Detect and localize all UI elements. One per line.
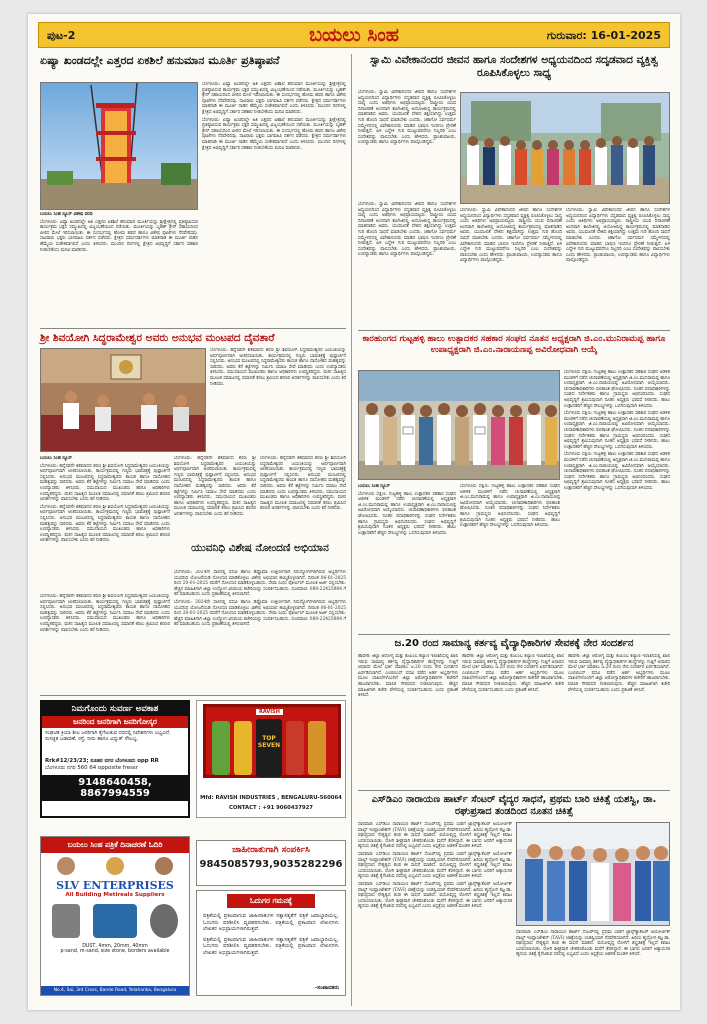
product-display [203, 704, 341, 778]
ad-sites-address-2: ಬೆಂಗಳೂರು ನಗರ 560 64 opposite fressr [45, 765, 138, 771]
story-vivekananda-body-b [358, 202, 456, 326]
om-icon [106, 857, 124, 875]
group-photo-image [461, 93, 670, 204]
separator [358, 634, 670, 635]
headline-milk-society: ಕಾರಹುಂಗದ ಗುಟ್ಟಹಳ್ಳಿ ಹಾಲು ಉತ್ಪಾದಕರ ಸಹಕಾರ ಸಂಘದ ನೂತನ ಅಧ್ಯಕ್ಷರಾಗಿ ಜಿ.ಎಂ.ಮುನಿರಾಮಪ್ಪ ಹಾಗೂ ಉಪಾಧ್ಯಕ್ಷರಾಗಿ ಜಿ.ಎಂ.ನಾರಾಯಣಪ್ಪ ಅವಿರೋಧವಾಗಿ ಆಯ್ಕೆ [362, 334, 666, 355]
story-doctors-text-b: ಹಾವೇರಿ: ಜಿಲ್ಲಾ ಆರೋಗ್ಯ ಮತ್ತು ಕುಟುಂಬ ಕಲ್ಯಾಣ ಇಲಾಖೆಯಲ್ಲಿ ಖಾಲಿ ಇರುವ ಸಾಮಾನ್ಯ ಕರ್ತವ್ಯ ವೈದ್ಯಾಧಿಕಾರಿಗಳ ಹುದ್ದೆಗಳನ್ನು ಗುತ್ತಿಗೆ ಆಧಾರದ ಮೇಲೆ ಭರ್ತಿ ಮಾಡಲು ಜ.20 ರಂದು ನೇರ ಸಂದರ್ಶನ ಏರ್ಪಡಿಸಲಾಗಿದೆ. ಎಂಬಿಬಿಎಸ್ ಪದವಿ ಪಡೆದ ಅರ್ಹ ಅಭ್ಯರ್ಥಿಗಳು ಮೂಲ ದಾಖಲೆಗಳೊಂದಿಗೆ ಜಿಲ್ಲಾ ಆರೋಗ್ಯಾಧಿಕಾರಿಗಳ ಕಚೇರಿಗೆ ಹಾಜರಾಗಬೇಕು. ಮಾಸಿಕ ಗೌರವಧನ ನೀಡಲಾಗುವುದು. ಹೆಚ್ಚಿನ ಮಾಹಿತಿಗಾಗಿ ಕಚೇರಿ ವೇಳೆಯಲ್ಲಿ ಸಂಪರ್ಕಿಸಬಹುದು ಎಂದು ಪ್ರಕಟಣೆ ತಿಳಿಸಿದೆ. [462, 654, 564, 693]
headline-vivekananda: ಸ್ವಾಮಿ ವಿವೇಕಾನಂದರ ಜೀವನ ಹಾಗೂ ಸಂದೇಶಗಳ ಅಧ್ಯಯನದಿಂದ ಸದೃಡವಾದ ವ್ಯಕ್ತಿತ್ವ ರೂಪಿಸಿಕೊಳ್ಳಲು ಸಾಧ್ಯ [369, 54, 658, 80]
story-siddharameshwara-text-e: ಬೆಂಗಳೂರು: ಹನ್ನೆರಡನೇ ಶತಮಾನದ ಶರಣ ಶ್ರೀ ಶಿವಯೋಗಿ ಸಿದ್ಧರಾಮೇಶ್ವರರ ಜಯಂತಿಯನ್ನು ಅರ್ಥಪೂರ್ಣವಾಗಿ ಆಚರಿಸಲಾಯಿತು. ಕಾರ್ಯಕ್ರಮದಲ್ಲಿ ಗಣ್ಯರು ಭಾವಚಿತ್ರಕ್ಕೆ ಪುಷ್ಪಾರ್ಚನೆ ಸಲ್ಲಿಸಿದರು. ಅನುಭವ ಮಂಟಪದಲ್ಲಿ ಸಿದ್ಧರಾಮೇಶ್ವರರು ಕಾಯಕ ಹಾಗೂ ದಾಸೋಹದ ಮಹತ್ವವನ್ನು ಸಾರಿದರು. ಅವರು ಕೆರೆ ಕಟ್ಟೆಗಳನ್ನು ನಿರ್ಮಿಸಿ ಸಮಾಜ ಸೇವೆ ಮಾಡಿದರು ಎಂದು ಉಪನ್ಯಾಸಕರು ತಿಳಿಸಿದರು. ಸಮುದಾಯದ ಮುಖಂಡರು ಹಾಗೂ ಅಧಿಕಾರಿಗಳು ಉಪಸ್ಥಿತರಿದ್ದರು. ವಚನ ಸಾಹಿತ್ಯದ ಮೂಲಕ ಸಮಾಜದಲ್ಲಿ ಸಮಾನತೆ ತರಲು ಶ್ರಮಿಸಿದ ಶರಣರ ಆದರ್ಶಗಳನ್ನು ಪಾಲಿಸಬೇಕು ಎಂದು ಕರೆ ನೀಡಿದರು. [260, 456, 346, 512]
story-siddharameshwara-text-d: ಬೆಂಗಳೂರು: ಹನ್ನೆರಡನೇ ಶತಮಾನದ ಶರಣ ಶ್ರೀ ಶಿವಯೋಗಿ ಸಿದ್ಧರಾಮೇಶ್ವರರ ಜಯಂತಿಯನ್ನು ಅರ್ಥಪೂರ್ಣವಾಗಿ ಆಚರಿಸಲಾಯಿತು. ಕಾರ್ಯಕ್ರಮದಲ್ಲಿ ಗಣ್ಯರು ಭಾವಚಿತ್ರಕ್ಕೆ ಪುಷ್ಪಾರ್ಚನೆ ಸಲ್ಲಿಸಿದರು. ಅನುಭವ ಮಂಟಪದಲ್ಲಿ ಸಿದ್ಧರಾಮೇಶ್ವರರು ಕಾಯಕ ಹಾಗೂ ದಾಸೋಹದ ಮಹತ್ವವನ್ನು ಸಾರಿದರು. ಅವರು ಕೆರೆ ಕಟ್ಟೆಗಳನ್ನು ನಿರ್ಮಿಸಿ ಸಮಾಜ ಸೇವೆ ಮಾಡಿದರು ಎಂದು ಉಪನ್ಯಾಸಕರು ತಿಳಿಸಿದರು. ಸಮುದಾಯದ ಮುಖಂಡರು ಹಾಗೂ ಅಧಿಕಾರಿಗಳು ಉಪಸ್ಥಿತರಿದ್ದರು. ವಚನ ಸಾಹಿತ್ಯದ ಮೂಲಕ ಸಮಾಜದಲ್ಲಿ ಸಮಾನತೆ ತರಲು ಶ್ರಮಿಸಿದ ಶರಣರ ಆದರ್ಶಗಳನ್ನು ಪಾಲಿಸಬೇಕು ಎಂದು ಕರೆ ನೀಡಿದರು. [174, 456, 256, 517]
reader-notice-title: ಓದುಗರ ಗಮನಕ್ಕೆ [227, 894, 315, 908]
story-hanuman-text: ಬೆಂಗಳೂರು: ಏಷ್ಯಾ ಖಂಡದಲ್ಲೇ ಅತಿ ಎತ್ತರದ ಏಕಶಿಲೆ ಹನುಮಾನ ಮೂರ್ತಿಯನ್ನು ಶ್ರೀಕ್ಷೇತ್ರದಲ್ಲಿ ಪ್ರತಿಷ್ಠಾಪಿಸುವ ಕಾರ್ಯಕ್ರಮ ಭಕ್ತರ ಸಮ್ಮುಖದಲ್ಲಿ ವಿಜೃಂಭಣೆಯಿಂದ ನಡೆಯಿತು. ಮೂರ್ತಿಯನ್ನು ಬೃಹತ್ ಕ್ರೇನ್ ಸಹಾಯದಿಂದ ಪೀಠದ ಮೇಲೆ ಇರಿಸಲಾಯಿತು. ಈ ಸಂದರ್ಭದಲ್ಲಿ ಹೋಮ ಹವನ ಹಾಗೂ ವಿಶೇಷ ಪೂಜೆಗಳು ನೆರವೇರಿದವು. ಸಾವಿರಾರು ಭಕ್ತರು ಭಾಗವಹಿಸಿ ದರ್ಶನ ಪಡೆದರು. ಕ್ಷೇತ್ರದ ಧರ್ಮದರ್ಶಿಗಳು ಮಾತನಾಡಿ ಈ ಮೂರ್ತಿ ನಾಡಿನ ಹೆಮ್ಮೆಯ ಸಂಕೇತವಾಗಲಿದೆ ಎಂದು ತಿಳಿಸಿದರು. ಮುಂದಿನ ದಿನಗಳಲ್ಲಿ ಕ್ಷೇತ್ರದ ಅಭಿವೃದ್ಧಿಗೆ ಸರ್ಕಾರ ಸಹಕಾರ ನೀಡಬೇಕೆಂದು ಮನವಿ ಮಾಡಿದರು. [40, 219, 198, 253]
page-number: ಪುಟ-2 [47, 29, 76, 42]
story-vivekananda-body-c [460, 208, 562, 326]
milk-society-group-image [359, 371, 560, 480]
story-hanuman-lead: ಬಯಲು ಸಿಂಹ ನ್ಯೂಸ್ ವಿಶೇಷ ವರದಿ [40, 212, 93, 217]
photo-hanuman-statue[interactable] [40, 82, 198, 210]
masthead [38, 22, 670, 48]
ad-slv-enterprises[interactable] [40, 836, 190, 996]
ad-contact[interactable] [196, 840, 346, 886]
story-milk-society-text-a2: ಬೆಂಗಳೂರು ದಕ್ಷಿಣ: ಗುಟ್ಟಹಳ್ಳಿ ಹಾಲು ಉತ್ಪಾದಕರ ಸಹಕಾರ ಸಂಘದ ಆಡಳಿತ ಮಂಡಳಿಗೆ ನಡೆದ ಚುನಾವಣೆಯಲ್ಲಿ ಅಧ್ಯಕ್ಷರಾಗಿ ಜಿ.ಎಂ.ಮುನಿರಾಮಪ್ಪ ಹಾಗೂ ಉಪಾಧ್ಯಕ್ಷರಾಗಿ ಜಿ.ಎಂ.ನಾರಾಯಣಪ್ಪ ಅವಿರೋಧವಾಗಿ ಆಯ್ಕೆಯಾದರು. ಚುನಾವಣಾಧಿಕಾರಿಗಳು ಫಲಿತಾಂಶ ಘೋಷಿಸಿದರು. ನೂತನ ಪದಾಧಿಕಾರಿಗಳನ್ನು ಸಂಘದ ನಿರ್ದೇಶಕರು ಹಾಗೂ ಗ್ರಾಮಸ್ಥರು ಅಭಿನಂದಿಸಿದರು. ಸಂಘದ ಅಭಿವೃದ್ಧಿಗೆ ಶ್ರಮಿಸುವುದಾಗಿ ನೂತನ ಅಧ್ಯಕ್ಷರು ಭರವಸೆ ನೀಡಿದರು. ಹಾಲು ಉತ್ಪಾದಕರಿಗೆ ಹೆಚ್ಚಿನ ಸೌಲಭ್ಯಗಳನ್ನು ಒದಗಿಸುವುದಾಗಿ ತಿಳಿಸಿದರು. [564, 411, 670, 450]
story-heart-center-text-b: ಧಾರವಾಡ: ಎಸ್‌ಡಿಎಂ ನಾರಾಯಣ ಹಾರ್ಟ್ ಸೆಂಟರ್‌ನಲ್ಲಿ ಪ್ರಥಮ ಬಾರಿಗೆ ಟ್ರಾನ್ಸ್‌ಕ್ಯಾತೆಟರ್ ಅಯೋರ್ಟಿಕ್ ವಾಲ್ವ್ ಇಂಪ್ಲಾಂಟೇಶನ್ (TAVI) ಚಿಕಿತ್ಸೆಯನ್ನು ಯಶಸ್ವಿಯಾಗಿ ನೆರವೇರಿಸಲಾಗಿದೆ. ಹಿರಿಯ ಹೃದ್ರೋಗ ತಜ್ಞ ಡಾ. ರಘುಪ್ರಸಾದ ನೇತೃತ್ವದ ತಂಡ ಈ ಸಾಧನೆ ಮಾಡಿದೆ. ವಯೋವೃದ್ಧ ರೋಗಿಗೆ ಶಸ್ತ್ರಚಿಕಿತ್ಸೆ ಇಲ್ಲದೆ ಕವಾಟ ಬದಲಿಸಲಾಯಿತು. ರೋಗಿ ಶೀಘ್ರವಾಗಿ ಚೇತರಿಸಿಕೊಂಡು ಮನೆಗೆ ತೆರಳಿದ್ದಾರೆ. ಈ ಭಾಗದ ಜನರಿಗೆ ಅತ್ಯಾಧುನಿಕ ಹೃದಯ ಚಿಕಿತ್ಸೆ ಕೈಗೆಟಕುವ ದರದಲ್ಲಿ ಲಭ್ಯವಿದೆ ಎಂದು ಆಸ್ಪತ್ರೆಯ ಆಡಳಿತ ಮಂಡಳಿ ತಿಳಿಸಿದೆ. [516, 930, 670, 958]
story-milk-society-body-c [460, 484, 560, 630]
newspaper-page [28, 14, 680, 1010]
story-vivekananda-text-b: ಬೆಂಗಳೂರು: ಸ್ವಾಮಿ ವಿವೇಕಾನಂದರ ಜೀವನ ಹಾಗೂ ಸಂದೇಶಗಳ ಅಧ್ಯಯನದಿಂದ ವಿದ್ಯಾರ್ಥಿಗಳು ಸದೃಡವಾದ ವ್ಯಕ್ತಿತ್ವ ರೂಪಿಸಿಕೊಳ್ಳಲು ಸಾಧ್ಯ ಎಂದು ಅತಿಥಿಗಳು ಅಭಿಪ್ರಾಯಪಟ್ಟರು. ರಾಷ್ಟ್ರೀಯ ಯುವ ದಿನಾಚರಣೆ ಅಂಗವಾಗಿ ಕಾಲೇಜಿನಲ್ಲಿ ಆಯೋಜಿಸಿದ್ದ ಕಾರ್ಯಕ್ರಮದಲ್ಲಿ ಮಾತನಾಡಿದ ಅವರು, ಯುವಜನತೆ ದೇಶದ ಶಕ್ತಿಯಾಗಿದ್ದು ಉತ್ತಮ ಗುರಿ ಹೊಂದಿ ಸಾಧನೆ ಮಾಡಬೇಕು ಎಂದರು. ಚಿಕಾಗೋ ಸರ್ವಧರ್ಮ ಸಮ್ಮೇಳನದಲ್ಲಿ ವಿವೇಕಾನಂದರು ಮಾಡಿದ ಭಾಷಣ ಇಂದಿಗೂ ಪ್ರೇರಣೆ ನೀಡುತ್ತದೆ. ಏಳಿ ಎದ್ದೇಳಿ ಗುರಿ ಮುಟ್ಟುವವರೆಗೂ ನಿಲ್ಲದಿರಿ ಎಂಬ ಸಂದೇಶವನ್ನು ಪಾಲಿಸಬೇಕು ಎಂದು ಹೇಳಿದರು. ಪ್ರಾಂಶುಪಾಲರು, ಉಪನ್ಯಾಸಕರು ಹಾಗೂ ವಿದ್ಯಾರ್ಥಿಗಳು ಪಾಲ್ಗೊಂಡಿದ್ದರು. [358, 202, 456, 258]
photo-milk-society[interactable] [358, 370, 560, 480]
headline-doctors-interview: ಜ.20 ರಂದ ಸಾಮಾನ್ಯ ಕರ್ತವ್ಯ ವೈದ್ಯಾಧಿಕಾರಿಗಳ ಸೇವಕಕ್ಕೆ ನೇರ ಸಂದರ್ಶನ [394, 638, 634, 649]
newspaper-title: ಬಯಲು ಸಿಂಹ [309, 24, 399, 46]
separator [358, 330, 670, 331]
story-milk-society-text-a3: ಬೆಂಗಳೂರು ದಕ್ಷಿಣ: ಗುಟ್ಟಹಳ್ಳಿ ಹಾಲು ಉತ್ಪಾದಕರ ಸಹಕಾರ ಸಂಘದ ಆಡಳಿತ ಮಂಡಳಿಗೆ ನಡೆದ ಚುನಾವಣೆಯಲ್ಲಿ ಅಧ್ಯಕ್ಷರಾಗಿ ಜಿ.ಎಂ.ಮುನಿರಾಮಪ್ಪ ಹಾಗೂ ಉಪಾಧ್ಯಕ್ಷರಾಗಿ ಜಿ.ಎಂ.ನಾರಾಯಣಪ್ಪ ಅವಿರೋಧವಾಗಿ ಆಯ್ಕೆಯಾದರು. ಚುನಾವಣಾಧಿಕಾರಿಗಳು ಫಲಿತಾಂಶ ಘೋಷಿಸಿದರು. ನೂತನ ಪದಾಧಿಕಾರಿಗಳನ್ನು ಸಂಘದ ನಿರ್ದೇಶಕರು ಹಾಗೂ ಗ್ರಾಮಸ್ಥರು ಅಭಿನಂದಿಸಿದರು. ಸಂಘದ ಅಭಿವೃದ್ಧಿಗೆ ಶ್ರಮಿಸುವುದಾಗಿ ನೂತನ ಅಧ್ಯಕ್ಷರು ಭರವಸೆ ನೀಡಿದರು. ಹಾಲು ಉತ್ಪಾದಕರಿಗೆ ಹೆಚ್ಚಿನ ಸೌಲಭ್ಯಗಳನ್ನು ಒದಗಿಸುವುದಾಗಿ ತಿಳಿಸಿದರು. [564, 452, 670, 491]
headline-yuvanidhi: ಯುವನಿಧಿ ವಿಶೇಷ ನೋಂದಣಿ ಅಭಿಯಾನ [191, 542, 329, 554]
reader-notice-body-2: ಪತ್ರಿಕೆಯಲ್ಲಿ ಪ್ರಕಟವಾಗುವ ಜಾಹೀರಾತುಗಳ ಸತ್ಯಾಸತ್ಯತೆಗೆ ಪತ್ರಿಕೆ ಜವಾಬ್ದಾರಿಯಲ್ಲ. ಓದುಗರು ಪರಿಶೀಲಿಸಿ ವ್ಯವಹರಿಸಬೇಕು. ಪತ್ರಿಕೆಯಲ್ಲಿ ಪ್ರಕಟವಾದ ಲೇಖನಗಳು ಲೇಖಕರ ಅಭಿಪ್ರಾಯಗಳಾಗಿರುತ್ತವೆ. [203, 936, 339, 956]
ad-sites-subtitle: ಜನರಿಂದ ಜನರಿಗಾಗಿ ಜನರಿಗೋಸ್ಕರ [42, 716, 188, 728]
headline-heart-center: ಎಸ್‌ಡಿಎಂ ನಾರಾಯಣ ಹಾರ್ಟ್ ಸೆಂಟರ್ ವೈದ್ಯರ ಸಾಧನೆ, ಪ್ರಥಮ ಬಾರಿ ಚಿಕಿತ್ಸೆ ಯಶಸ್ವಿ, ಡಾ. ರಘುಪ್ರಸಾದ ತಂಡದಿಂದ ನೂತನ ಚಿಕಿತ್ಸೆ [371, 794, 657, 817]
separator [358, 790, 670, 791]
event-photo-image [41, 349, 206, 452]
photo-siddharameshwara-event[interactable] [40, 348, 206, 452]
story-hanuman-body-cont [202, 82, 346, 324]
ad-slv-tagline: All Building Metireals Suppliers [65, 892, 165, 898]
ad-sites[interactable] [40, 700, 190, 818]
story-doctors-body-c [568, 654, 670, 786]
story-siddharameshwara-body-d [260, 456, 346, 540]
reader-notice-sign: -ಸಂಪಾದಕರು [314, 985, 339, 991]
story-doctors-body-b [462, 654, 564, 786]
headline-hanuman-statue: ಏಷ್ಯಾ ಖಂಡದಲ್ಲೇ ಎತ್ತರದ ಏಕಶಿಲೆ ಹನುಮಾನ ಮೂರ್ತಿ ಪ್ರತಿಷ್ಠಾಪನೆ [40, 54, 280, 67]
ad-slv-banner: ಬಯಲು ಸಿಂಹ ಪತ್ರಿಕೆ ದಿನಾಚರಣೆ ಓದಿರಿ [41, 837, 189, 853]
ad-slv-materials [41, 898, 189, 944]
story-milk-society-body-b [358, 484, 456, 630]
product-pack-orange [308, 721, 326, 775]
story-milk-society-text-a: ಬೆಂಗಳೂರು ದಕ್ಷಿಣ: ಗುಟ್ಟಹಳ್ಳಿ ಹಾಲು ಉತ್ಪಾದಕರ ಸಹಕಾರ ಸಂಘದ ಆಡಳಿತ ಮಂಡಳಿಗೆ ನಡೆದ ಚುನಾವಣೆಯಲ್ಲಿ ಅಧ್ಯಕ್ಷರಾಗಿ ಜಿ.ಎಂ.ಮುನಿರಾಮಪ್ಪ ಹಾಗೂ ಉಪಾಧ್ಯಕ್ಷರಾಗಿ ಜಿ.ಎಂ.ನಾರಾಯಣಪ್ಪ ಅವಿರೋಧವಾಗಿ ಆಯ್ಕೆಯಾದರು. ಚುನಾವಣಾಧಿಕಾರಿಗಳು ಫಲಿತಾಂಶ ಘೋಷಿಸಿದರು. ನೂತನ ಪದಾಧಿಕಾರಿಗಳನ್ನು ಸಂಘದ ನಿರ್ದೇಶಕರು ಹಾಗೂ ಗ್ರಾಮಸ್ಥರು ಅಭಿನಂದಿಸಿದರು. ಸಂಘದ ಅಭಿವೃದ್ಧಿಗೆ ಶ್ರಮಿಸುವುದಾಗಿ ನೂತನ ಅಧ್ಯಕ್ಷರು ಭರವಸೆ ನೀಡಿದರು. ಹಾಲು ಉತ್ಪಾದಕರಿಗೆ ಹೆಚ್ಚಿನ ಸೌಲಭ್ಯಗಳನ್ನು ಒದಗಿಸುವುದಾಗಿ ತಿಳಿಸಿದರು. [564, 370, 670, 409]
reader-notice [196, 890, 346, 996]
product-pack-green [212, 721, 230, 775]
story-vivekananda-body-d [566, 208, 670, 326]
story-heart-center-body-b [516, 930, 670, 1000]
story-yuvanidhi-body [174, 570, 346, 692]
product-pack-yellow [234, 721, 252, 775]
column-divider [351, 54, 352, 1006]
ad-slv-portraits [41, 853, 189, 879]
story-heart-center-text-a: ಧಾರವಾಡ: ಎಸ್‌ಡಿಎಂ ನಾರಾಯಣ ಹಾರ್ಟ್ ಸೆಂಟರ್‌ನಲ್ಲಿ ಪ್ರಥಮ ಬಾರಿಗೆ ಟ್ರಾನ್ಸ್‌ಕ್ಯಾತೆಟರ್ ಅಯೋರ್ಟಿಕ್ ವಾಲ್ವ್ ಇಂಪ್ಲಾಂಟೇಶನ್ (TAVI) ಚಿಕಿತ್ಸೆಯನ್ನು ಯಶಸ್ವಿಯಾಗಿ ನೆರವೇರಿಸಲಾಗಿದೆ. ಹಿರಿಯ ಹೃದ್ರೋಗ ತಜ್ಞ ಡಾ. ರಘುಪ್ರಸಾದ ನೇತೃತ್ವದ ತಂಡ ಈ ಸಾಧನೆ ಮಾಡಿದೆ. ವಯೋವೃದ್ಧ ರೋಗಿಗೆ ಶಸ್ತ್ರಚಿಕಿತ್ಸೆ ಇಲ್ಲದೆ ಕವಾಟ ಬದಲಿಸಲಾಯಿತು. ರೋಗಿ ಶೀಘ್ರವಾಗಿ ಚೇತರಿಸಿಕೊಂಡು ಮನೆಗೆ ತೆರಳಿದ್ದಾರೆ. ಈ ಭಾಗದ ಜನರಿಗೆ ಅತ್ಯಾಧುನಿಕ ಹೃದಯ ಚಿಕಿತ್ಸೆ ಕೈಗೆಟಕುವ ದರದಲ್ಲಿ ಲಭ್ಯವಿದೆ ಎಂದು ಆಸ್ಪತ್ರೆಯ ಆಡಳಿತ ಮಂಡಳಿ ತಿಳಿಸಿದೆ. [358, 822, 512, 850]
product-contact[interactable]: CONTACT : +91 9060437927 [229, 805, 313, 811]
stone-image [52, 904, 80, 938]
product-brand: RAVISH [256, 709, 283, 715]
photo-heart-center-doctors[interactable] [516, 822, 670, 926]
statue-crane-image [41, 83, 198, 210]
ad-slv-address: No.4, Sai, 3rd Cross, Bande Road, Yelahanka, Bengaluru [41, 986, 189, 995]
story-doctors-body-a [358, 654, 458, 786]
product-pack-main: TOP SEVEN [256, 719, 282, 777]
story-hanuman-body [40, 212, 198, 324]
photo-vivekananda-event[interactable] [460, 92, 670, 204]
story-yuvanidhi-text-2: ಬೆಂಗಳೂರು: 2024ನೇ ಸಾಲಿನಲ್ಲಿ ಪದವಿ ಹಾಗೂ ಡಿಪ್ಲೊಮಾ ಉತ್ತೀರ್ಣರಾಗಿ ನಿರುದ್ಯೋಗಿಗಳಾಗಿರುವ ಅಭ್ಯರ್ಥಿಗಳು ಯುವನಿಧಿ ಯೋಜನೆಯಡಿ ನೋಂದಣಿ ಮಾಡಿಕೊಳ್ಳಲು ವಿಶೇಷ ಅಭಿಯಾನ ಹಮ್ಮಿಕೊಳ್ಳಲಾಗಿದೆ. ದಿನಾಂಕ 06-01-2025 ರಿಂದ 20-01-2025 ರವರೆಗೆ ನೋಂದಣಿ ಮಾಡಿಕೊಳ್ಳಬಹುದು. ಸೇವಾ ಸಿಂಧು ಪೋರ್ಟಲ್ ಮೂಲಕ ಅರ್ಜಿ ಸಲ್ಲಿಸಬೇಕು. ಹೆಚ್ಚಿನ ಮಾಹಿತಿಗಾಗಿ ಜಿಲ್ಲಾ ಉದ್ಯೋಗ ವಿನಿಮಯ ಕಚೇರಿಯನ್ನು ಸಂಪರ್ಕಿಸಬಹುದು. ದೂರವಾಣಿ: 080-22425984 ಗೆ ಕರೆ ಮಾಡಬಹುದು ಎಂದು ಪ್ರಕಟಣೆಯಲ್ಲಿ ತಿಳಿಸಲಾಗಿದೆ. [174, 599, 346, 628]
story-doctors-text-a: ಹಾವೇರಿ: ಜಿಲ್ಲಾ ಆರೋಗ್ಯ ಮತ್ತು ಕುಟುಂಬ ಕಲ್ಯಾಣ ಇಲಾಖೆಯಲ್ಲಿ ಖಾಲಿ ಇರುವ ಸಾಮಾನ್ಯ ಕರ್ತವ್ಯ ವೈದ್ಯಾಧಿಕಾರಿಗಳ ಹುದ್ದೆಗಳನ್ನು ಗುತ್ತಿಗೆ ಆಧಾರದ ಮೇಲೆ ಭರ್ತಿ ಮಾಡಲು ಜ.20 ರಂದು ನೇರ ಸಂದರ್ಶನ ಏರ್ಪಡಿಸಲಾಗಿದೆ. ಎಂಬಿಬಿಎಸ್ ಪದವಿ ಪಡೆದ ಅರ್ಹ ಅಭ್ಯರ್ಥಿಗಳು ಮೂಲ ದಾಖಲೆಗಳೊಂದಿಗೆ ಜಿಲ್ಲಾ ಆರೋಗ್ಯಾಧಿಕಾರಿಗಳ ಕಚೇರಿಗೆ ಹಾಜರಾಗಬೇಕು. ಮಾಸಿಕ ಗೌರವಧನ ನೀಡಲಾಗುವುದು. ಹೆಚ್ಚಿನ ಮಾಹಿತಿಗಾಗಿ ಕಚೇರಿ ವೇಳೆಯಲ್ಲಿ ಸಂಪರ್ಕಿಸಬಹುದು ಎಂದು ಪ್ರಕಟಣೆ ತಿಳಿಸಿದೆ. [358, 654, 458, 699]
story-siddharameshwara-body-b [40, 456, 170, 592]
ad-sites-body: ಸಂಘಟಿತ ಕ್ರಿಯಾ ಶೀಲ ಜನರಿಗಾಗಿ ಕೈಗೆಟುಕುವ ದರದಲ್ಲಿ ನಿವೇಶನಗಳು ಲಭ್ಯವಿದೆ. ಸುಸಜ್ಜಿತ ಬಡಾವಣೆ, ರಸ್ತೆ, ನೀರು ಹಾಗೂ ವಿದ್ಯುತ್ ಸೌಲಭ್ಯ. [45, 730, 171, 743]
story-siddharameshwara-text-c: ಬೆಂಗಳೂರು: ಹನ್ನೆರಡನೇ ಶತಮಾನದ ಶರಣ ಶ್ರೀ ಶಿವಯೋಗಿ ಸಿದ್ಧರಾಮೇಶ್ವರರ ಜಯಂತಿಯನ್ನು ಅರ್ಥಪೂರ್ಣವಾಗಿ ಆಚರಿಸಲಾಯಿತು. ಕಾರ್ಯಕ್ರಮದಲ್ಲಿ ಗಣ್ಯರು ಭಾವಚಿತ್ರಕ್ಕೆ ಪುಷ್ಪಾರ್ಚನೆ ಸಲ್ಲಿಸಿದರು. ಅನುಭವ ಮಂಟಪದಲ್ಲಿ ಸಿದ್ಧರಾಮೇಶ್ವರರು ಕಾಯಕ ಹಾಗೂ ದಾಸೋಹದ ಮಹತ್ವವನ್ನು ಸಾರಿದರು. ಅವರು ಕೆರೆ ಕಟ್ಟೆಗಳನ್ನು ನಿರ್ಮಿಸಿ ಸಮಾಜ ಸೇವೆ ಮಾಡಿದರು ಎಂದು ಉಪನ್ಯಾಸಕರು ತಿಳಿಸಿದರು. ಸಮುದಾಯದ ಮುಖಂಡರು ಹಾಗೂ ಅಧಿಕಾರಿಗಳು ಉಪಸ್ಥಿತರಿದ್ದರು. ವಚನ ಸಾಹಿತ್ಯದ ಮೂಲಕ ಸಮಾಜದಲ್ಲಿ ಸಮಾನತೆ ತರಲು ಶ್ರಮಿಸಿದ ಶರಣರ ಆದರ್ಶಗಳನ್ನು ಪಾಲಿಸಬೇಕು ಎಂದು ಕರೆ ನೀಡಿದರು. [40, 504, 170, 544]
ad-sites-title: ನಿಮಗೊಂದು ಸುವರ್ಣ ಅವಕಾಶ [42, 702, 188, 716]
story-vivekananda-text-c: ಬೆಂಗಳೂರು: ಸ್ವಾಮಿ ವಿವೇಕಾನಂದರ ಜೀವನ ಹಾಗೂ ಸಂದೇಶಗಳ ಅಧ್ಯಯನದಿಂದ ವಿದ್ಯಾರ್ಥಿಗಳು ಸದೃಡವಾದ ವ್ಯಕ್ತಿತ್ವ ರೂಪಿಸಿಕೊಳ್ಳಲು ಸಾಧ್ಯ ಎಂದು ಅತಿಥಿಗಳು ಅಭಿಪ್ರಾಯಪಟ್ಟರು. ರಾಷ್ಟ್ರೀಯ ಯುವ ದಿನಾಚರಣೆ ಅಂಗವಾಗಿ ಕಾಲೇಜಿನಲ್ಲಿ ಆಯೋಜಿಸಿದ್ದ ಕಾರ್ಯಕ್ರಮದಲ್ಲಿ ಮಾತನಾಡಿದ ಅವರು, ಯುವಜನತೆ ದೇಶದ ಶಕ್ತಿಯಾಗಿದ್ದು ಉತ್ತಮ ಗುರಿ ಹೊಂದಿ ಸಾಧನೆ ಮಾಡಬೇಕು ಎಂದರು. ಚಿಕಾಗೋ ಸರ್ವಧರ್ಮ ಸಮ್ಮೇಳನದಲ್ಲಿ ವಿವೇಕಾನಂದರು ಮಾಡಿದ ಭಾಷಣ ಇಂದಿಗೂ ಪ್ರೇರಣೆ ನೀಡುತ್ತದೆ. ಏಳಿ ಎದ್ದೇಳಿ ಗುರಿ ಮುಟ್ಟುವವರೆಗೂ ನಿಲ್ಲದಿರಿ ಎಂಬ ಸಂದೇಶವನ್ನು ಪಾಲಿಸಬೇಕು ಎಂದು ಹೇಳಿದರು. ಪ್ರಾಂಶುಪಾಲರು, ಉಪನ್ಯಾಸಕರು ಹಾಗೂ ವಿದ್ಯಾರ್ಥಿಗಳು ಪಾಲ್ಗೊಂಡಿದ್ದರು. [460, 208, 562, 264]
story-doctors-text-c: ಹಾವೇರಿ: ಜಿಲ್ಲಾ ಆರೋಗ್ಯ ಮತ್ತು ಕುಟುಂಬ ಕಲ್ಯಾಣ ಇಲಾಖೆಯಲ್ಲಿ ಖಾಲಿ ಇರುವ ಸಾಮಾನ್ಯ ಕರ್ತವ್ಯ ವೈದ್ಯಾಧಿಕಾರಿಗಳ ಹುದ್ದೆಗಳನ್ನು ಗುತ್ತಿಗೆ ಆಧಾರದ ಮೇಲೆ ಭರ್ತಿ ಮಾಡಲು ಜ.20 ರಂದು ನೇರ ಸಂದರ್ಶನ ಏರ್ಪಡಿಸಲಾಗಿದೆ. ಎಂಬಿಬಿಎಸ್ ಪದವಿ ಪಡೆದ ಅರ್ಹ ಅಭ್ಯರ್ಥಿಗಳು ಮೂಲ ದಾಖಲೆಗಳೊಂದಿಗೆ ಜಿಲ್ಲಾ ಆರೋಗ್ಯಾಧಿಕಾರಿಗಳ ಕಚೇರಿಗೆ ಹಾಜರಾಗಬೇಕು. ಮಾಸಿಕ ಗೌರವಧನ ನೀಡಲಾಗುವುದು. ಹೆಚ್ಚಿನ ಮಾಹಿತಿಗಾಗಿ ಕಚೇರಿ ವೇಳೆಯಲ್ಲಿ ಸಂಪರ್ಕಿಸಬಹುದು ಎಂದು ಪ್ರಕಟಣೆ ತಿಳಿಸಿದೆ. [568, 654, 670, 693]
story-vivekananda-text-a: ಬೆಂಗಳೂರು: ಸ್ವಾಮಿ ವಿವೇಕಾನಂದರ ಜೀವನ ಹಾಗೂ ಸಂದೇಶಗಳ ಅಧ್ಯಯನದಿಂದ ವಿದ್ಯಾರ್ಥಿಗಳು ಸದೃಡವಾದ ವ್ಯಕ್ತಿತ್ವ ರೂಪಿಸಿಕೊಳ್ಳಲು ಸಾಧ್ಯ ಎಂದು ಅತಿಥಿಗಳು ಅಭಿಪ್ರಾಯಪಟ್ಟರು. ರಾಷ್ಟ್ರೀಯ ಯುವ ದಿನಾಚರಣೆ ಅಂಗವಾಗಿ ಕಾಲೇಜಿನಲ್ಲಿ ಆಯೋಜಿಸಿದ್ದ ಕಾರ್ಯಕ್ರಮದಲ್ಲಿ ಮಾತನಾಡಿದ ಅವರು, ಯುವಜನತೆ ದೇಶದ ಶಕ್ತಿಯಾಗಿದ್ದು ಉತ್ತಮ ಗುರಿ ಹೊಂದಿ ಸಾಧನೆ ಮಾಡಬೇಕು ಎಂದರು. ಚಿಕಾಗೋ ಸರ್ವಧರ್ಮ ಸಮ್ಮೇಳನದಲ್ಲಿ ವಿವೇಕಾನಂದರು ಮಾಡಿದ ಭಾಷಣ ಇಂದಿಗೂ ಪ್ರೇರಣೆ ನೀಡುತ್ತದೆ. ಏಳಿ ಎದ್ದೇಳಿ ಗುರಿ ಮುಟ್ಟುವವರೆಗೂ ನಿಲ್ಲದಿರಿ ಎಂಬ ಸಂದೇಶವನ್ನು ಪಾಲಿಸಬೇಕು ಎಂದು ಹೇಳಿದರು. ಪ್ರಾಂಶುಪಾಲರು, ಉಪನ್ಯಾಸಕರು ಹಾಗೂ ವಿದ್ಯಾರ್ಥಿಗಳು ಪಾಲ್ಗೊಂಡಿದ್ದರು. [358, 90, 456, 146]
ad-sites-address: Rrk#12/23/23; ನೂತನ ನಗರ ಬೆಂಗಳೂರು opp RR [45, 758, 159, 764]
gravel-image [150, 904, 178, 938]
doctors-team-image [517, 823, 670, 926]
issue-date: ಗುರುವಾರ: 16-01-2025 [546, 29, 661, 42]
ad-contact-title: ಜಾಹೀರಾತುಗಾಗಿ ಸಂಪರ್ಕಿಸಿ [232, 845, 310, 855]
ad-slv-note-2: p-sand, m-sand, size stone, borders available [60, 949, 170, 954]
story-milk-society-body-a [564, 370, 670, 628]
separator [40, 328, 346, 329]
story-vivekananda-text-d: ಬೆಂಗಳೂರು: ಸ್ವಾಮಿ ವಿವೇಕಾನಂದರ ಜೀವನ ಹಾಗೂ ಸಂದೇಶಗಳ ಅಧ್ಯಯನದಿಂದ ವಿದ್ಯಾರ್ಥಿಗಳು ಸದೃಡವಾದ ವ್ಯಕ್ತಿತ್ವ ರೂಪಿಸಿಕೊಳ್ಳಲು ಸಾಧ್ಯ ಎಂದು ಅತಿಥಿಗಳು ಅಭಿಪ್ರಾಯಪಟ್ಟರು. ರಾಷ್ಟ್ರೀಯ ಯುವ ದಿನಾಚರಣೆ ಅಂಗವಾಗಿ ಕಾಲೇಜಿನಲ್ಲಿ ಆಯೋಜಿಸಿದ್ದ ಕಾರ್ಯಕ್ರಮದಲ್ಲಿ ಮಾತನಾಡಿದ ಅವರು, ಯುವಜನತೆ ದೇಶದ ಶಕ್ತಿಯಾಗಿದ್ದು ಉತ್ತಮ ಗುರಿ ಹೊಂದಿ ಸಾಧನೆ ಮಾಡಬೇಕು ಎಂದರು. ಚಿಕಾಗೋ ಸರ್ವಧರ್ಮ ಸಮ್ಮೇಳನದಲ್ಲಿ ವಿವೇಕಾನಂದರು ಮಾಡಿದ ಭಾಷಣ ಇಂದಿಗೂ ಪ್ರೇರಣೆ ನೀಡುತ್ತದೆ. ಏಳಿ ಎದ್ದೇಳಿ ಗುರಿ ಮುಟ್ಟುವವರೆಗೂ ನಿಲ್ಲದಿರಿ ಎಂಬ ಸಂದೇಶವನ್ನು ಪಾಲಿಸಬೇಕು ಎಂದು ಹೇಳಿದರು. ಪ್ರಾಂಶುಪಾಲರು, ಉಪನ್ಯಾಸಕರು ಹಾಗೂ ವಿದ್ಯಾರ್ಥಿಗಳು ಪಾಲ್ಗೊಂಡಿದ್ದರು. [566, 208, 670, 264]
ad-slv-note: DUST, 4mm, 20mm, 40mm [82, 944, 148, 949]
ad-sites-phone[interactable]: 9148640458, 8867994559 [42, 775, 188, 801]
story-heart-center-text-a3: ಧಾರವಾಡ: ಎಸ್‌ಡಿಎಂ ನಾರಾಯಣ ಹಾರ್ಟ್ ಸೆಂಟರ್‌ನಲ್ಲಿ ಪ್ರಥಮ ಬಾರಿಗೆ ಟ್ರಾನ್ಸ್‌ಕ್ಯಾತೆಟರ್ ಅಯೋರ್ಟಿಕ್ ವಾಲ್ವ್ ಇಂಪ್ಲಾಂಟೇಶನ್ (TAVI) ಚಿಕಿತ್ಸೆಯನ್ನು ಯಶಸ್ವಿಯಾಗಿ ನೆರವೇರಿಸಲಾಗಿದೆ. ಹಿರಿಯ ಹೃದ್ರೋಗ ತಜ್ಞ ಡಾ. ರಘುಪ್ರಸಾದ ನೇತೃತ್ವದ ತಂಡ ಈ ಸಾಧನೆ ಮಾಡಿದೆ. ವಯೋವೃದ್ಧ ರೋಗಿಗೆ ಶಸ್ತ್ರಚಿಕಿತ್ಸೆ ಇಲ್ಲದೆ ಕವಾಟ ಬದಲಿಸಲಾಯಿತು. ರೋಗಿ ಶೀಘ್ರವಾಗಿ ಚೇತರಿಸಿಕೊಂಡು ಮನೆಗೆ ತೆರಳಿದ್ದಾರೆ. ಈ ಭಾಗದ ಜನರಿಗೆ ಅತ್ಯಾಧುನಿಕ ಹೃದಯ ಚಿಕಿತ್ಸೆ ಕೈಗೆಟಕುವ ದರದಲ್ಲಿ ಲಭ್ಯವಿದೆ ಎಂದು ಆಸ್ಪತ್ರೆಯ ಆಡಳಿತ ಮಂಡಳಿ ತಿಳಿಸಿದೆ. [358, 881, 512, 910]
story-hanuman-text-cont: ಬೆಂಗಳೂರು: ಏಷ್ಯಾ ಖಂಡದಲ್ಲೇ ಅತಿ ಎತ್ತರದ ಏಕಶಿಲೆ ಹನುಮಾನ ಮೂರ್ತಿಯನ್ನು ಶ್ರೀಕ್ಷೇತ್ರದಲ್ಲಿ ಪ್ರತಿಷ್ಠಾಪಿಸುವ ಕಾರ್ಯಕ್ರಮ ಭಕ್ತರ ಸಮ್ಮುಖದಲ್ಲಿ ವಿಜೃಂಭಣೆಯಿಂದ ನಡೆಯಿತು. ಮೂರ್ತಿಯನ್ನು ಬೃಹತ್ ಕ್ರೇನ್ ಸಹಾಯದಿಂದ ಪೀಠದ ಮೇಲೆ ಇರಿಸಲಾಯಿತು. ಈ ಸಂದರ್ಭದಲ್ಲಿ ಹೋಮ ಹವನ ಹಾಗೂ ವಿಶೇಷ ಪೂಜೆಗಳು ನೆರವೇರಿದವು. ಸಾವಿರಾರು ಭಕ್ತರು ಭಾಗವಹಿಸಿ ದರ್ಶನ ಪಡೆದರು. ಕ್ಷೇತ್ರದ ಧರ್ಮದರ್ಶಿಗಳು ಮಾತನಾಡಿ ಈ ಮೂರ್ತಿ ನಾಡಿನ ಹೆಮ್ಮೆಯ ಸಂಕೇತವಾಗಲಿದೆ ಎಂದು ತಿಳಿಸಿದರು. ಮುಂದಿನ ದಿನಗಳಲ್ಲಿ ಕ್ಷೇತ್ರದ ಅಭಿವೃದ್ಧಿಗೆ ಸರ್ಕಾರ ಸಹಕಾರ ನೀಡಬೇಕೆಂದು ಮನವಿ ಮಾಡಿದರು. [202, 82, 346, 115]
ad-slv-name: SLV ENTERPRISES [56, 879, 174, 892]
story-heart-center-body-a [358, 822, 512, 1000]
story-siddharameshwara-body-a [210, 348, 346, 452]
story-milk-society-lead: ಬಯಲು ಸಿಂಹ ನ್ಯೂಸ್ [358, 484, 390, 489]
story-siddharameshwara-lead: ಬಯಲು ಸಿಂಹ ನ್ಯೂಸ್ [40, 456, 72, 461]
story-yuvanidhi-text: ಬೆಂಗಳೂರು: 2024ನೇ ಸಾಲಿನಲ್ಲಿ ಪದವಿ ಹಾಗೂ ಡಿಪ್ಲೊಮಾ ಉತ್ತೀರ್ಣರಾಗಿ ನಿರುದ್ಯೋಗಿಗಳಾಗಿರುವ ಅಭ್ಯರ್ಥಿಗಳು ಯುವನಿಧಿ ಯೋಜನೆಯಡಿ ನೋಂದಣಿ ಮಾಡಿಕೊಳ್ಳಲು ವಿಶೇಷ ಅಭಿಯಾನ ಹಮ್ಮಿಕೊಳ್ಳಲಾಗಿದೆ. ದಿನಾಂಕ 06-01-2025 ರಿಂದ 20-01-2025 ರವರೆಗೆ ನೋಂದಣಿ ಮಾಡಿಕೊಳ್ಳಬಹುದು. ಸೇವಾ ಸಿಂಧು ಪೋರ್ಟಲ್ ಮೂಲಕ ಅರ್ಜಿ ಸಲ್ಲಿಸಬೇಕು. ಹೆಚ್ಚಿನ ಮಾಹಿತಿಗಾಗಿ ಜಿಲ್ಲಾ ಉದ್ಯೋಗ ವಿನಿಮಯ ಕಚೇರಿಯನ್ನು ಸಂಪರ್ಕಿಸಬಹುದು. ದೂರವಾಣಿ: 080-22425984 ಗೆ ಕರೆ ಮಾಡಬಹುದು ಎಂದು ಪ್ರಕಟಣೆಯಲ್ಲಿ ತಿಳಿಸಲಾಗಿದೆ. [174, 570, 346, 598]
ad-contact-phone[interactable]: 9845085793,9035282296 [199, 859, 343, 870]
story-heart-center-text-a2: ಧಾರವಾಡ: ಎಸ್‌ಡಿಎಂ ನಾರಾಯಣ ಹಾರ್ಟ್ ಸೆಂಟರ್‌ನಲ್ಲಿ ಪ್ರಥಮ ಬಾರಿಗೆ ಟ್ರಾನ್ಸ್‌ಕ್ಯಾತೆಟರ್ ಅಯೋರ್ಟಿಕ್ ವಾಲ್ವ್ ಇಂಪ್ಲಾಂಟೇಶನ್ (TAVI) ಚಿಕಿತ್ಸೆಯನ್ನು ಯಶಸ್ವಿಯಾಗಿ ನೆರವೇರಿಸಲಾಗಿದೆ. ಹಿರಿಯ ಹೃದ್ರೋಗ ತಜ್ಞ ಡಾ. ರಘುಪ್ರಸಾದ ನೇತೃತ್ವದ ತಂಡ ಈ ಸಾಧನೆ ಮಾಡಿದೆ. ವಯೋವೃದ್ಧ ರೋಗಿಗೆ ಶಸ್ತ್ರಚಿಕಿತ್ಸೆ ಇಲ್ಲದೆ ಕವಾಟ ಬದಲಿಸಲಾಯಿತು. ರೋಗಿ ಶೀಘ್ರವಾಗಿ ಚೇತರಿಸಿಕೊಂಡು ಮನೆಗೆ ತೆರಳಿದ್ದಾರೆ. ಈ ಭಾಗದ ಜನರಿಗೆ ಅತ್ಯಾಧುನಿಕ ಹೃದಯ ಚಿಕಿತ್ಸೆ ಕೈಗೆಟಕುವ ದರದಲ್ಲಿ ಲಭ್ಯವಿದೆ ಎಂದು ಆಸ್ಪತ್ರೆಯ ಆಡಳಿತ ಮಂಡಳಿ ತಿಳಿಸಿದೆ. [358, 851, 512, 880]
separator [40, 695, 346, 696]
product-pack-red [286, 721, 304, 775]
ad-product[interactable] [196, 700, 346, 818]
story-siddharameshwara-text-a: ಬೆಂಗಳೂರು: ಹನ್ನೆರಡನೇ ಶತಮಾನದ ಶರಣ ಶ್ರೀ ಶಿವಯೋಗಿ ಸಿದ್ಧರಾಮೇಶ್ವರರ ಜಯಂತಿಯನ್ನು ಅರ್ಥಪೂರ್ಣವಾಗಿ ಆಚರಿಸಲಾಯಿತು. ಕಾರ್ಯಕ್ರಮದಲ್ಲಿ ಗಣ್ಯರು ಭಾವಚಿತ್ರಕ್ಕೆ ಪುಷ್ಪಾರ್ಚನೆ ಸಲ್ಲಿಸಿದರು. ಅನುಭವ ಮಂಟಪದಲ್ಲಿ ಸಿದ್ಧರಾಮೇಶ್ವರರು ಕಾಯಕ ಹಾಗೂ ದಾಸೋಹದ ಮಹತ್ವವನ್ನು ಸಾರಿದರು. ಅವರು ಕೆರೆ ಕಟ್ಟೆಗಳನ್ನು ನಿರ್ಮಿಸಿ ಸಮಾಜ ಸೇವೆ ಮಾಡಿದರು ಎಂದು ಉಪನ್ಯಾಸಕರು ತಿಳಿಸಿದರು. ಸಮುದಾಯದ ಮುಖಂಡರು ಹಾಗೂ ಅಧಿಕಾರಿಗಳು ಉಪಸ್ಥಿತರಿದ್ದರು. ವಚನ ಸಾಹಿತ್ಯದ ಮೂಲಕ ಸಮಾಜದಲ್ಲಿ ಸಮಾನತೆ ತರಲು ಶ್ರಮಿಸಿದ ಶರಣರ ಆದರ್ಶಗಳನ್ನು ಪಾಲಿಸಬೇಕು ಎಂದು ಕರೆ ನೀಡಿದರು. [210, 348, 346, 387]
story-vivekananda-body-a [358, 90, 456, 200]
story-milk-society-text-b: ಬೆಂಗಳೂರು ದಕ್ಷಿಣ: ಗುಟ್ಟಹಳ್ಳಿ ಹಾಲು ಉತ್ಪಾದಕರ ಸಹಕಾರ ಸಂಘದ ಆಡಳಿತ ಮಂಡಳಿಗೆ ನಡೆದ ಚುನಾವಣೆಯಲ್ಲಿ ಅಧ್ಯಕ್ಷರಾಗಿ ಜಿ.ಎಂ.ಮುನಿರಾಮಪ್ಪ ಹಾಗೂ ಉಪಾಧ್ಯಕ್ಷರಾಗಿ ಜಿ.ಎಂ.ನಾರಾಯಣಪ್ಪ ಅವಿರೋಧವಾಗಿ ಆಯ್ಕೆಯಾದರು. ಚುನಾವಣಾಧಿಕಾರಿಗಳು ಫಲಿತಾಂಶ ಘೋಷಿಸಿದರು. ನೂತನ ಪದಾಧಿಕಾರಿಗಳನ್ನು ಸಂಘದ ನಿರ್ದೇಶಕರು ಹಾಗೂ ಗ್ರಾಮಸ್ಥರು ಅಭಿನಂದಿಸಿದರು. ಸಂಘದ ಅಭಿವೃದ್ಧಿಗೆ ಶ್ರಮಿಸುವುದಾಗಿ ನೂತನ ಅಧ್ಯಕ್ಷರು ಭರವಸೆ ನೀಡಿದರು. ಹಾಲು ಉತ್ಪಾದಕರಿಗೆ ಹೆಚ್ಚಿನ ಸೌಲಭ್ಯಗಳನ್ನು ಒದಗಿಸುವುದಾಗಿ ತಿಳಿಸಿದರು. [358, 491, 456, 536]
story-hanuman-text-cont-2: ಬೆಂಗಳೂರು: ಏಷ್ಯಾ ಖಂಡದಲ್ಲೇ ಅತಿ ಎತ್ತರದ ಏಕಶಿಲೆ ಹನುಮಾನ ಮೂರ್ತಿಯನ್ನು ಶ್ರೀಕ್ಷೇತ್ರದಲ್ಲಿ ಪ್ರತಿಷ್ಠಾಪಿಸುವ ಕಾರ್ಯಕ್ರಮ ಭಕ್ತರ ಸಮ್ಮುಖದಲ್ಲಿ ವಿಜೃಂಭಣೆಯಿಂದ ನಡೆಯಿತು. ಮೂರ್ತಿಯನ್ನು ಬೃಹತ್ ಕ್ರೇನ್ ಸಹಾಯದಿಂದ ಪೀಠದ ಮೇಲೆ ಇರಿಸಲಾಯಿತು. ಈ ಸಂದರ್ಭದಲ್ಲಿ ಹೋಮ ಹವನ ಹಾಗೂ ವಿಶೇಷ ಪೂಜೆಗಳು ನೆರವೇರಿದವು. ಸಾವಿರಾರು ಭಕ್ತರು ಭಾಗವಹಿಸಿ ದರ್ಶನ ಪಡೆದರು. ಕ್ಷೇತ್ರದ ಧರ್ಮದರ್ಶಿಗಳು ಮಾತನಾಡಿ ಈ ಮೂರ್ತಿ ನಾಡಿನ ಹೆಮ್ಮೆಯ ಸಂಕೇತವಾಗಲಿದೆ ಎಂದು ತಿಳಿಸಿದರು. ಮುಂದಿನ ದಿನಗಳಲ್ಲಿ ಕ್ಷೇತ್ರದ ಅಭಿವೃದ್ಧಿಗೆ ಸರ್ಕಾರ ಸಹಕಾರ ನೀಡಬೇಕೆಂದು ಮನವಿ ಮಾಡಿದರು. [202, 117, 346, 151]
truck-image [93, 904, 137, 938]
reader-notice-body: ಪತ್ರಿಕೆಯಲ್ಲಿ ಪ್ರಕಟವಾಗುವ ಜಾಹೀರಾತುಗಳ ಸತ್ಯಾಸತ್ಯತೆಗೆ ಪತ್ರಿಕೆ ಜವಾಬ್ದಾರಿಯಲ್ಲ. ಓದುಗರು ಪರಿಶೀಲಿಸಿ ವ್ಯವಹರಿಸಬೇಕು. ಪತ್ರಿಕೆಯಲ್ಲಿ ಪ್ರಕಟವಾದ ಲೇಖನಗಳು ಲೇಖಕರ ಅಭಿಪ್ರಾಯಗಳಾಗಿರುತ್ತವೆ. [203, 913, 339, 933]
story-siddharameshwara-text-b: ಬೆಂಗಳೂರು: ಹನ್ನೆರಡನೇ ಶತಮಾನದ ಶರಣ ಶ್ರೀ ಶಿವಯೋಗಿ ಸಿದ್ಧರಾಮೇಶ್ವರರ ಜಯಂತಿಯನ್ನು ಅರ್ಥಪೂರ್ಣವಾಗಿ ಆಚರಿಸಲಾಯಿತು. ಕಾರ್ಯಕ್ರಮದಲ್ಲಿ ಗಣ್ಯರು ಭಾವಚಿತ್ರಕ್ಕೆ ಪುಷ್ಪಾರ್ಚನೆ ಸಲ್ಲಿಸಿದರು. ಅನುಭವ ಮಂಟಪದಲ್ಲಿ ಸಿದ್ಧರಾಮೇಶ್ವರರು ಕಾಯಕ ಹಾಗೂ ದಾಸೋಹದ ಮಹತ್ವವನ್ನು ಸಾರಿದರು. ಅವರು ಕೆರೆ ಕಟ್ಟೆಗಳನ್ನು ನಿರ್ಮಿಸಿ ಸಮಾಜ ಸೇವೆ ಮಾಡಿದರು ಎಂದು ಉಪನ್ಯಾಸಕರು ತಿಳಿಸಿದರು. ಸಮುದಾಯದ ಮುಖಂಡರು ಹಾಗೂ ಅಧಿಕಾರಿಗಳು ಉಪಸ್ಥಿತರಿದ್ದರು. ವಚನ ಸಾಹಿತ್ಯದ ಮೂಲಕ ಸಮಾಜದಲ್ಲಿ ಸಮಾನತೆ ತರಲು ಶ್ರಮಿಸಿದ ಶರಣರ ಆದರ್ಶಗಳನ್ನು ಪಾಲಿಸಬೇಕು ಎಂದು ಕರೆ ನೀಡಿದರು. [40, 463, 170, 503]
story-siddharameshwara-body-c [174, 456, 256, 540]
story-siddharameshwara-body-e [40, 594, 170, 692]
portrait-photo [155, 857, 173, 875]
portrait-photo [57, 857, 75, 875]
headline-siddharameshwara: ಶ್ರೀ ಶಿವಯೋಗಿ ಸಿದ್ಧರಾಮೇಶ್ವರ ಅವರು ಅನುಭವ ಮಂಟಪದ ದೈವತಾರೆ [40, 332, 275, 344]
story-siddharameshwara-text-f: ಬೆಂಗಳೂರು: ಹನ್ನೆರಡನೇ ಶತಮಾನದ ಶರಣ ಶ್ರೀ ಶಿವಯೋಗಿ ಸಿದ್ಧರಾಮೇಶ್ವರರ ಜಯಂತಿಯನ್ನು ಅರ್ಥಪೂರ್ಣವಾಗಿ ಆಚರಿಸಲಾಯಿತು. ಕಾರ್ಯಕ್ರಮದಲ್ಲಿ ಗಣ್ಯರು ಭಾವಚಿತ್ರಕ್ಕೆ ಪುಷ್ಪಾರ್ಚನೆ ಸಲ್ಲಿಸಿದರು. ಅನುಭವ ಮಂಟಪದಲ್ಲಿ ಸಿದ್ಧರಾಮೇಶ್ವರರು ಕಾಯಕ ಹಾಗೂ ದಾಸೋಹದ ಮಹತ್ವವನ್ನು ಸಾರಿದರು. ಅವರು ಕೆರೆ ಕಟ್ಟೆಗಳನ್ನು ನಿರ್ಮಿಸಿ ಸಮಾಜ ಸೇವೆ ಮಾಡಿದರು ಎಂದು ಉಪನ್ಯಾಸಕರು ತಿಳಿಸಿದರು. ಸಮುದಾಯದ ಮುಖಂಡರು ಹಾಗೂ ಅಧಿಕಾರಿಗಳು ಉಪಸ್ಥಿತರಿದ್ದರು. ವಚನ ಸಾಹಿತ್ಯದ ಮೂಲಕ ಸಮಾಜದಲ್ಲಿ ಸಮಾನತೆ ತರಲು ಶ್ರಮಿಸಿದ ಶರಣರ ಆದರ್ಶಗಳನ್ನು ಪಾಲಿಸಬೇಕು ಎಂದು ಕರೆ ನೀಡಿದರು. [40, 594, 170, 633]
product-mfd: Mfd: RAVISH INDUSTRIES , BENGALURU-560064 [200, 795, 342, 801]
story-milk-society-text-c: ಬೆಂಗಳೂರು ದಕ್ಷಿಣ: ಗುಟ್ಟಹಳ್ಳಿ ಹಾಲು ಉತ್ಪಾದಕರ ಸಹಕಾರ ಸಂಘದ ಆಡಳಿತ ಮಂಡಳಿಗೆ ನಡೆದ ಚುನಾವಣೆಯಲ್ಲಿ ಅಧ್ಯಕ್ಷರಾಗಿ ಜಿ.ಎಂ.ಮುನಿರಾಮಪ್ಪ ಹಾಗೂ ಉಪಾಧ್ಯಕ್ಷರಾಗಿ ಜಿ.ಎಂ.ನಾರಾಯಣಪ್ಪ ಅವಿರೋಧವಾಗಿ ಆಯ್ಕೆಯಾದರು. ಚುನಾವಣಾಧಿಕಾರಿಗಳು ಫಲಿತಾಂಶ ಘೋಷಿಸಿದರು. ನೂತನ ಪದಾಧಿಕಾರಿಗಳನ್ನು ಸಂಘದ ನಿರ್ದೇಶಕರು ಹಾಗೂ ಗ್ರಾಮಸ್ಥರು ಅಭಿನಂದಿಸಿದರು. ಸಂಘದ ಅಭಿವೃದ್ಧಿಗೆ ಶ್ರಮಿಸುವುದಾಗಿ ನೂತನ ಅಧ್ಯಕ್ಷರು ಭರವಸೆ ನೀಡಿದರು. ಹಾಲು ಉತ್ಪಾದಕರಿಗೆ ಹೆಚ್ಚಿನ ಸೌಲಭ್ಯಗಳನ್ನು ಒದಗಿಸುವುದಾಗಿ ತಿಳಿಸಿದರು. [460, 484, 560, 529]
